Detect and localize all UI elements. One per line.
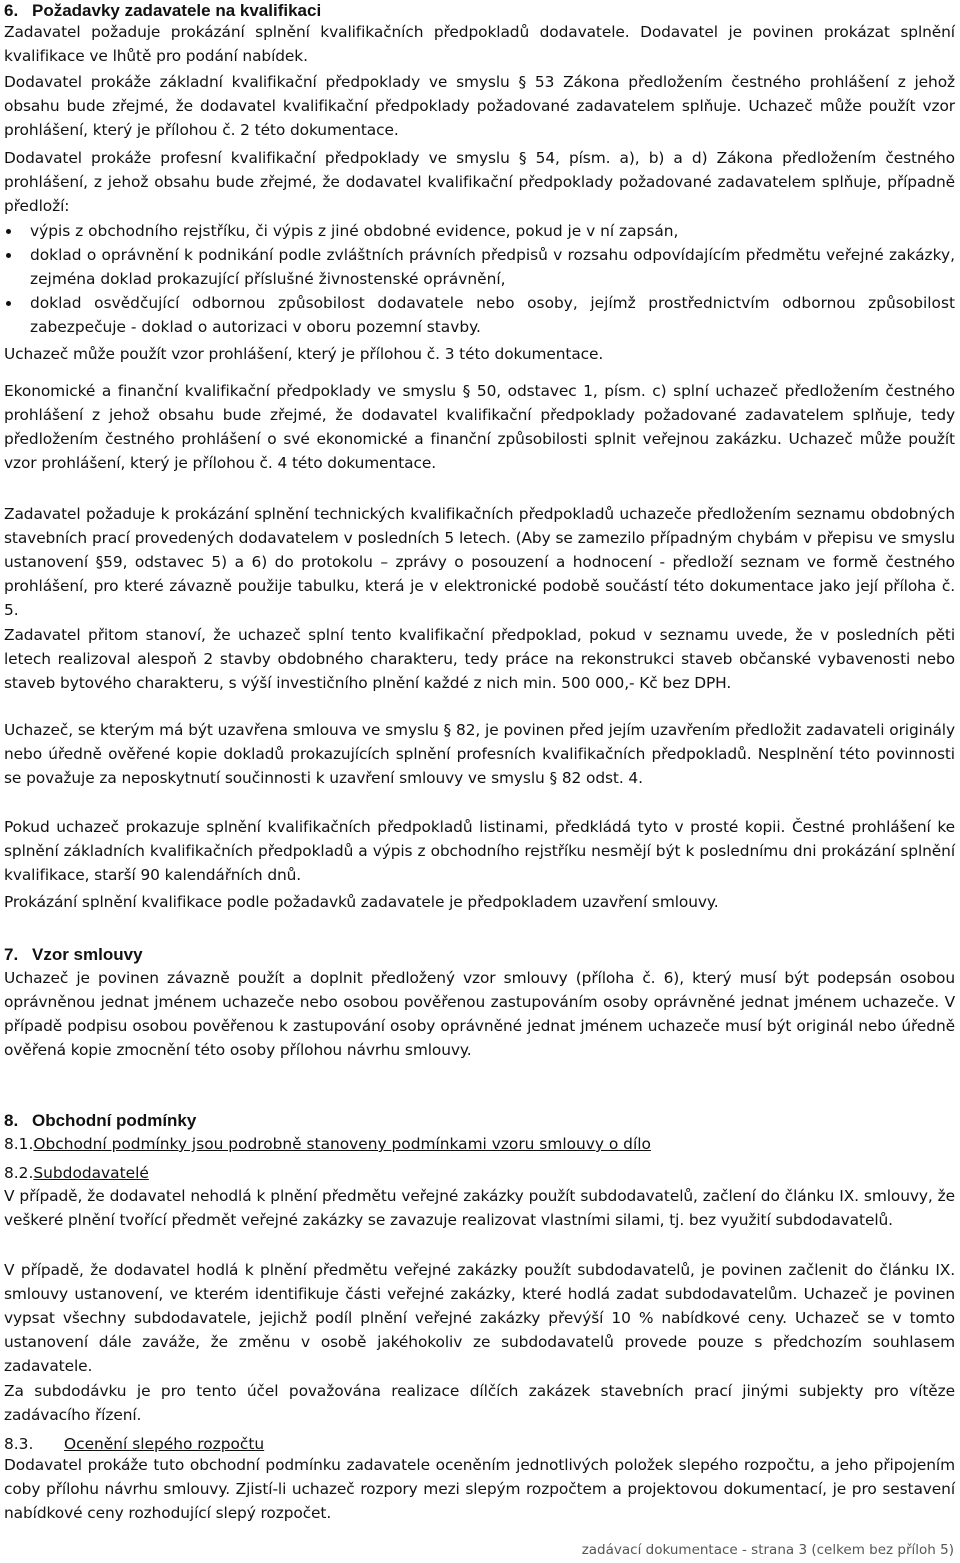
- paragraph: Zadavatel požaduje prokázání splnění kvalifikačních předpokladů dodavatele. Dodavatel je povinen prokázat splnění kvalifikace ve lhůtě pro podání nabídek.: [4, 23, 955, 65]
- paragraph: Uchazeč, se kterým má být uzavřena smlouva ve smyslu § 82, je povinen před jejím uzavřením předložit zadavateli originály nebo úředně ověřené kopie dokladů prokazujících splnění profesních kvalifikačních předpokladů. Nesplnění této povinnosti se považuje za neposkytnutí součinnosti k uzavření smlouvy ve smyslu § 82 odst. 4.: [4, 721, 955, 787]
- contract-documents: [4, 718, 955, 790]
- bullet-icon: [6, 253, 11, 258]
- section-8-heading: [4, 1110, 955, 1132]
- subsection-title: Obchodní podmínky jsou podrobně stanoveny podmínkami vzoru smlouvy o dílo: [33, 1135, 651, 1153]
- paragraph: Uchazeč je povinen závazně použít a doplnit předložený vzor smlouvy (příloha č. 6), který musí být podepsán osobou oprávněnou jednat jménem uchazeče nebo osobou pověřenou zastupováním osoby oprávněné jednat jménem uchazeče. V případě podpisu osobou pověřenou k zastupování osoby oprávněné jednat jménem uchazeče musí být originál nebo úředně ověřená kopie zmocnění této osoby přílohou návrhu smlouvy.: [4, 969, 955, 1059]
- bullet-icon: [6, 229, 11, 234]
- subsection-8-1: [4, 1133, 955, 1155]
- paragraph: Dodavatel prokáže tuto obchodní podmínku zadavatele oceněním jednotlivých položek slepého rozpočtu, a jeho připojením coby přílohu návrhu smlouvy. Zjistí-li uchazeč rozpory mezi slepým rozpočtem a projektovou dokumentací, je pro sestavení nabídkové ceny rozhodující slepý rozpočet.: [4, 1456, 955, 1522]
- paragraph: Dodavatel prokáže profesní kvalifikační předpoklady ve smyslu § 54, písm. a), b) a d) Zákona předložením čestného prohlášení, z jehož obsahu bude zřejmé, že dodavatel kvalifikační předpoklady požadované zadavatelem splňuje, případně předloží:: [4, 149, 955, 215]
- subsection-number: 8.2.: [4, 1164, 34, 1182]
- list-item-text: doklad osvědčující odbornou způsobilost dodavatele nebo osoby, jejímž prostřednictvím odbornou způsobilost zabezpečuje - doklad o autorizaci v oboru pozemní stavby.: [30, 294, 955, 336]
- subsection-8-3: [4, 1433, 955, 1455]
- basic-qualification: [4, 70, 955, 142]
- subcontractors-used: [4, 1258, 955, 1378]
- qualification-final: [4, 890, 955, 914]
- subcontractors-none: [4, 1184, 955, 1232]
- paragraph: Uchazeč může použít vzor prohlášení, který je přílohou č. 3 této dokumentace.: [4, 345, 604, 363]
- paragraph-text: Uchazeč může použít vzor prohlášení, který je přílohou č. 2 této dokumentace.: [4, 97, 955, 139]
- technical-qualification-detail: [4, 623, 955, 695]
- subcontract-definition: [4, 1379, 955, 1427]
- budget-pricing: [4, 1453, 955, 1525]
- document-bullets: [4, 219, 955, 339]
- bullet-icon: [6, 301, 11, 306]
- technical-qualification: [4, 502, 955, 622]
- list-item-text: výpis z obchodního rejstříku, či výpis z jiné obdobné evidence, pokud je v ní zapsán,: [30, 222, 679, 240]
- subsection-8-2: [4, 1162, 955, 1184]
- contract-template: [4, 966, 955, 1062]
- subsection-title: Ocenění slepého rozpočtu: [64, 1435, 265, 1453]
- paragraph: [4, 70, 955, 142]
- list-item-text: doklad o oprávnění k podnikání podle zvláštních právních předpisů v rozsahu odpovídajícím předmětu veřejné zakázky, zejména doklad prokazující příslušné živnostenské oprávnění,: [30, 246, 955, 288]
- list-item: [4, 291, 955, 339]
- section-6-heading: [4, 0, 955, 22]
- section-number: 8.: [4, 1111, 19, 1130]
- section-title: Obchodní podmínky: [32, 1111, 197, 1130]
- paragraph-text: Dodavatel prokáže základní kvalifikační předpoklady ve smyslu § 53 Zákona předložením čestného prohlášení z jehož obsahu bude zřejmé, že dodavatel kvalifikační předpoklady požadované zadavatelem splňuje.: [4, 73, 955, 115]
- professional-tail: [4, 342, 955, 366]
- section-number: 6.: [4, 1, 19, 20]
- paragraph: Ekonomické a finanční kvalifikační předpoklady ve smyslu § 50, odstavec 1, písm. c) splní uchazeč předložením čestného prohlášení z jehož obsahu bude zřejmé, že dodavatel kvalifikační předpoklady požadované zadavatelem splňuje, tedy předložením čestného prohlášení o své ekonomické a finanční způsobilosti splnit veřejnou zakázku. Uchazeč může použít vzor prohlášení, který je přílohou č. 4 této dokumentace.: [4, 382, 955, 472]
- paragraph: Za subdodávku je pro tento účel považována realizace dílčích zakázek stavebních prací jinými subjekty pro vítěze zadávacího řízení.: [4, 1382, 955, 1424]
- section-title: Požadavky zadavatele na kvalifikaci: [32, 1, 322, 20]
- subsection-title: Subdodavatelé: [33, 1164, 149, 1182]
- document-copies: [4, 815, 955, 887]
- section-number: 7.: [4, 945, 19, 964]
- page-footer: zadávací dokumentace - strana 3 (celkem bez příloh 5): [581, 1542, 954, 1558]
- subsection-number: 8.1.: [4, 1135, 34, 1153]
- paragraph: Zadavatel požaduje k prokázání splnění technických kvalifikačních předpokladů uchazeče předložením seznamu obdobných stavebních prací provedených dodavatelem v posledních 5 letech. (Aby se zamezilo případným chybám v přepisu ve smyslu ustanovení §59, odstavec 5) a 6) do protokolu – zprávy o posouzení a hodnocení - předloží seznam ve formě čestného prohlášení, pro které závazně použije tabulku, která je v elektronické podobě součástí této dokumentace jako její příloha č. 5.: [4, 505, 955, 619]
- section-7-heading: [4, 944, 955, 966]
- section-6-intro: [4, 20, 955, 68]
- paragraph: V případě, že dodavatel nehodlá k plnění předmětu veřejné zakázky použít subdodavatelů, začlení do článku IX. smlouvy, že veškeré plnění tvořící předmět veřejné zakázky se zavazuje realizovat vlastními silami, tj. bez využití subdodavatelů.: [4, 1187, 955, 1229]
- professional-qualification: [4, 146, 955, 218]
- section-title: Vzor smlouvy: [32, 945, 143, 964]
- paragraph: V případě, že dodavatel hodlá k plnění předmětu veřejné zakázky použít subdodavatelů, je povinen začlenit do článku IX. smlouvy ustanovení, ve kterém identifikuje části veřejné zakázky, které hodlá zadat subdodavatelům. Uchazeč je povinen vypsat všechny subdodavatele, jejichž podíl plnění veřejné zakázky převýší 10 % nabídkové ceny. Uchazeč se v tomto ustanovení dále zaváže, že změnu v osobě jakéhokoliv ze subdodavatelů provede pouze s předchozím souhlasem zadavatele.: [4, 1261, 955, 1375]
- paragraph: Zadavatel přitom stanoví, že uchazeč splní tento kvalifikační předpoklad, pokud v seznamu uvede, že v posledních pěti letech realizoval alespoň 2 stavby obdobného charakteru, tedy práce na rekonstrukci staveb občanské vybavenosti nebo staveb bytového charakteru, s výší investičního plnění každé z nich min. 500 000,- Kč bez DPH.: [4, 626, 955, 692]
- list-item: [4, 219, 955, 243]
- list-item: [4, 243, 955, 291]
- subsection-number: 8.3.: [4, 1435, 34, 1453]
- economic-qualification: [4, 379, 955, 475]
- paragraph: Pokud uchazeč prokazuje splnění kvalifikačních předpokladů listinami, předkládá tyto v prosté kopii. Čestné prohlášení ke splnění základních kvalifikačních předpokladů a výpis z obchodního rejstříku nesmějí být k poslednímu dni prokázání splnění kvalifikace, starší 90 kalendářních dnů.: [4, 818, 955, 884]
- paragraph: Prokázání splnění kvalifikace podle požadavků zadavatele je předpokladem uzavření smlouvy.: [4, 893, 719, 911]
